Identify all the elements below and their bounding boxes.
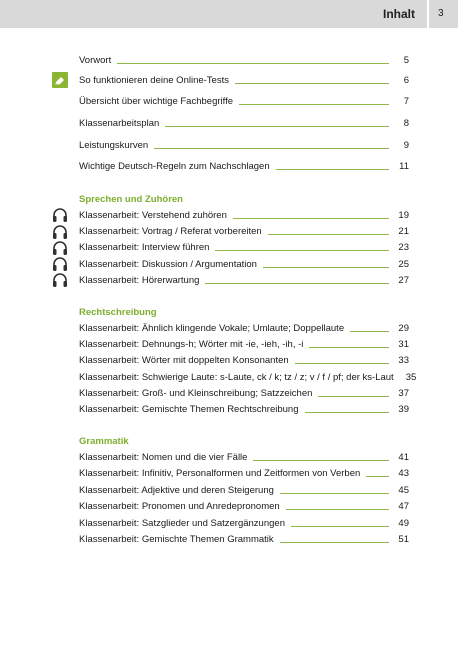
leader-line — [295, 363, 389, 364]
toc-page: 43 — [398, 467, 409, 479]
toc-entry-gross-klein[interactable] — [79, 386, 409, 400]
section-heading-sprechen: Sprechen und Zuhören — [79, 194, 183, 205]
leader-line — [366, 476, 389, 477]
toc-entry-online-tests[interactable] — [79, 73, 409, 87]
toc-label: Klassenarbeit: Gemischte Themen Grammatik — [79, 533, 274, 545]
toc-label: Klassenarbeitsplan — [79, 117, 160, 129]
toc-entry-verben[interactable] — [79, 466, 409, 480]
toc-entry-diskussion[interactable] — [79, 257, 409, 271]
toc-page: 23 — [398, 241, 409, 253]
toc-page: 51 — [398, 533, 409, 545]
toc-label: Klassenarbeit: Infinitiv, Personalformen und Zeitformen von Verben — [79, 467, 361, 479]
leader-line — [276, 169, 389, 170]
toc-label: Leistungskurven — [79, 139, 149, 151]
toc-label: Klassenarbeit: Interview führen — [79, 241, 210, 253]
toc-entry-fachbegriffe[interactable] — [79, 94, 409, 108]
toc-label: Klassenarbeit: Gemischte Themen Rechtschreibung — [79, 403, 299, 415]
toc-label: Klassenarbeit: Adjektive und deren Steigerung — [79, 484, 274, 496]
toc-label: Klassenarbeit: Satzglieder und Satzergänzungen — [79, 517, 285, 529]
toc-page: 9 — [403, 139, 409, 151]
toc-entry-verstehend-zuhoeren[interactable] — [79, 208, 409, 222]
toc-label: Vorwort — [79, 54, 112, 66]
toc-page: 25 — [398, 258, 409, 270]
leader-line — [309, 347, 389, 348]
toc-label: Klassenarbeit: Hörerwartung — [79, 274, 200, 286]
toc-page: 11 — [399, 160, 409, 172]
toc-entry-gemischt-grammatik[interactable] — [79, 532, 409, 546]
toc-entry-klassenarbeitsplan[interactable] — [79, 116, 409, 130]
computer-icon — [52, 72, 68, 88]
toc-entry-hoererwartung[interactable] — [79, 273, 409, 287]
leader-line — [117, 63, 389, 64]
toc-page: 19 — [398, 209, 409, 221]
leader-line — [235, 83, 389, 84]
leader-line — [233, 218, 389, 219]
section-heading-grammatik: Grammatik — [79, 436, 129, 447]
toc-page: 37 — [398, 387, 409, 399]
toc-entry-konsonanten[interactable] — [79, 353, 409, 367]
toc-label: Klassenarbeit: Vortrag / Referat vorbereiten — [79, 225, 262, 237]
toc-page: 21 — [398, 225, 409, 237]
toc-entry-nomen[interactable] — [79, 450, 409, 464]
leader-line — [305, 412, 390, 413]
section-heading-rechtschreibung: Rechtschreibung — [79, 307, 157, 318]
leader-line — [205, 283, 389, 284]
toc-page: 31 — [398, 338, 409, 350]
toc-entry-pronomen[interactable] — [79, 499, 409, 513]
leader-line — [350, 331, 389, 332]
toc-label: Übersicht über wichtige Fachbegriffe — [79, 95, 234, 107]
toc-label: Klassenarbeit: Wörter mit doppelten Konsonanten — [79, 354, 289, 366]
toc-page: 6 — [403, 74, 409, 86]
toc-entry-schwierige-laute[interactable] — [79, 370, 417, 384]
toc-entry-adjektive[interactable] — [79, 483, 409, 497]
leader-line — [268, 234, 389, 235]
leader-line — [253, 460, 389, 461]
toc-entry-leistungskurven[interactable] — [79, 138, 409, 152]
toc-page: 41 — [398, 451, 409, 463]
leader-line — [215, 250, 389, 251]
toc-entry-satzglieder[interactable] — [79, 516, 409, 530]
toc-label: Klassenarbeit: Nomen und die vier Fälle — [79, 451, 248, 463]
page-number: 3 — [438, 8, 444, 19]
toc-page: 33 — [398, 354, 409, 366]
toc-entry-interview[interactable] — [79, 240, 409, 254]
header-divider — [427, 0, 429, 28]
toc-page: 49 — [398, 517, 409, 529]
leader-line — [280, 542, 389, 543]
toc-label: So funktionieren deine Online-Tests — [79, 74, 229, 86]
toc-label: Wichtige Deutsch-Regeln zum Nachschlagen — [79, 160, 270, 172]
leader-line — [239, 104, 389, 105]
toc-entry-deutsch-regeln[interactable] — [79, 159, 409, 173]
toc-page: 27 — [398, 274, 409, 286]
headphones-icon — [51, 206, 69, 224]
toc-entry-dehnungs-h[interactable] — [79, 337, 409, 351]
leader-line — [291, 526, 389, 527]
headphones-icon — [51, 271, 69, 289]
toc-label: Klassenarbeit: Pronomen und Anredepronomen — [79, 500, 280, 512]
leader-line — [165, 126, 389, 127]
toc-page: 45 — [398, 484, 409, 496]
leader-line — [318, 396, 389, 397]
leader-line — [154, 148, 389, 149]
page-title: Inhalt — [383, 7, 415, 21]
toc-label: Klassenarbeit: Groß- und Kleinschreibung; Satzzeichen — [79, 387, 313, 399]
leader-line — [286, 509, 389, 510]
toc-page: 35 — [405, 371, 417, 383]
toc-page: 7 — [403, 95, 409, 107]
leader-line — [263, 267, 389, 268]
toc-label: Klassenarbeit: Dehnungs-h; Wörter mit -ie, -ieh, -ih, -i — [79, 338, 304, 350]
toc-page: 8 — [403, 117, 409, 129]
toc-label: Klassenarbeit: Schwierige Laute: s-Laute, ck / k; tz / z; v / f / pf; der ks-Laut — [79, 371, 394, 383]
toc-entry-vokale[interactable] — [79, 321, 409, 335]
leader-line — [280, 493, 389, 494]
toc-page: 29 — [398, 322, 409, 334]
toc-entry-vorwort[interactable] — [79, 53, 409, 67]
toc-page: 5 — [403, 54, 409, 66]
toc-label: Klassenarbeit: Verstehend zuhören — [79, 209, 227, 221]
toc-entry-gemischt-rechtschreibung[interactable] — [79, 402, 409, 416]
toc-page: 47 — [398, 500, 409, 512]
toc-label: Klassenarbeit: Ähnlich klingende Vokale; Umlaute; Doppellaute — [79, 322, 345, 334]
toc-label: Klassenarbeit: Diskussion / Argumentation — [79, 258, 257, 270]
toc-page: 39 — [398, 403, 409, 415]
toc-entry-vortrag-referat[interactable] — [79, 224, 409, 238]
